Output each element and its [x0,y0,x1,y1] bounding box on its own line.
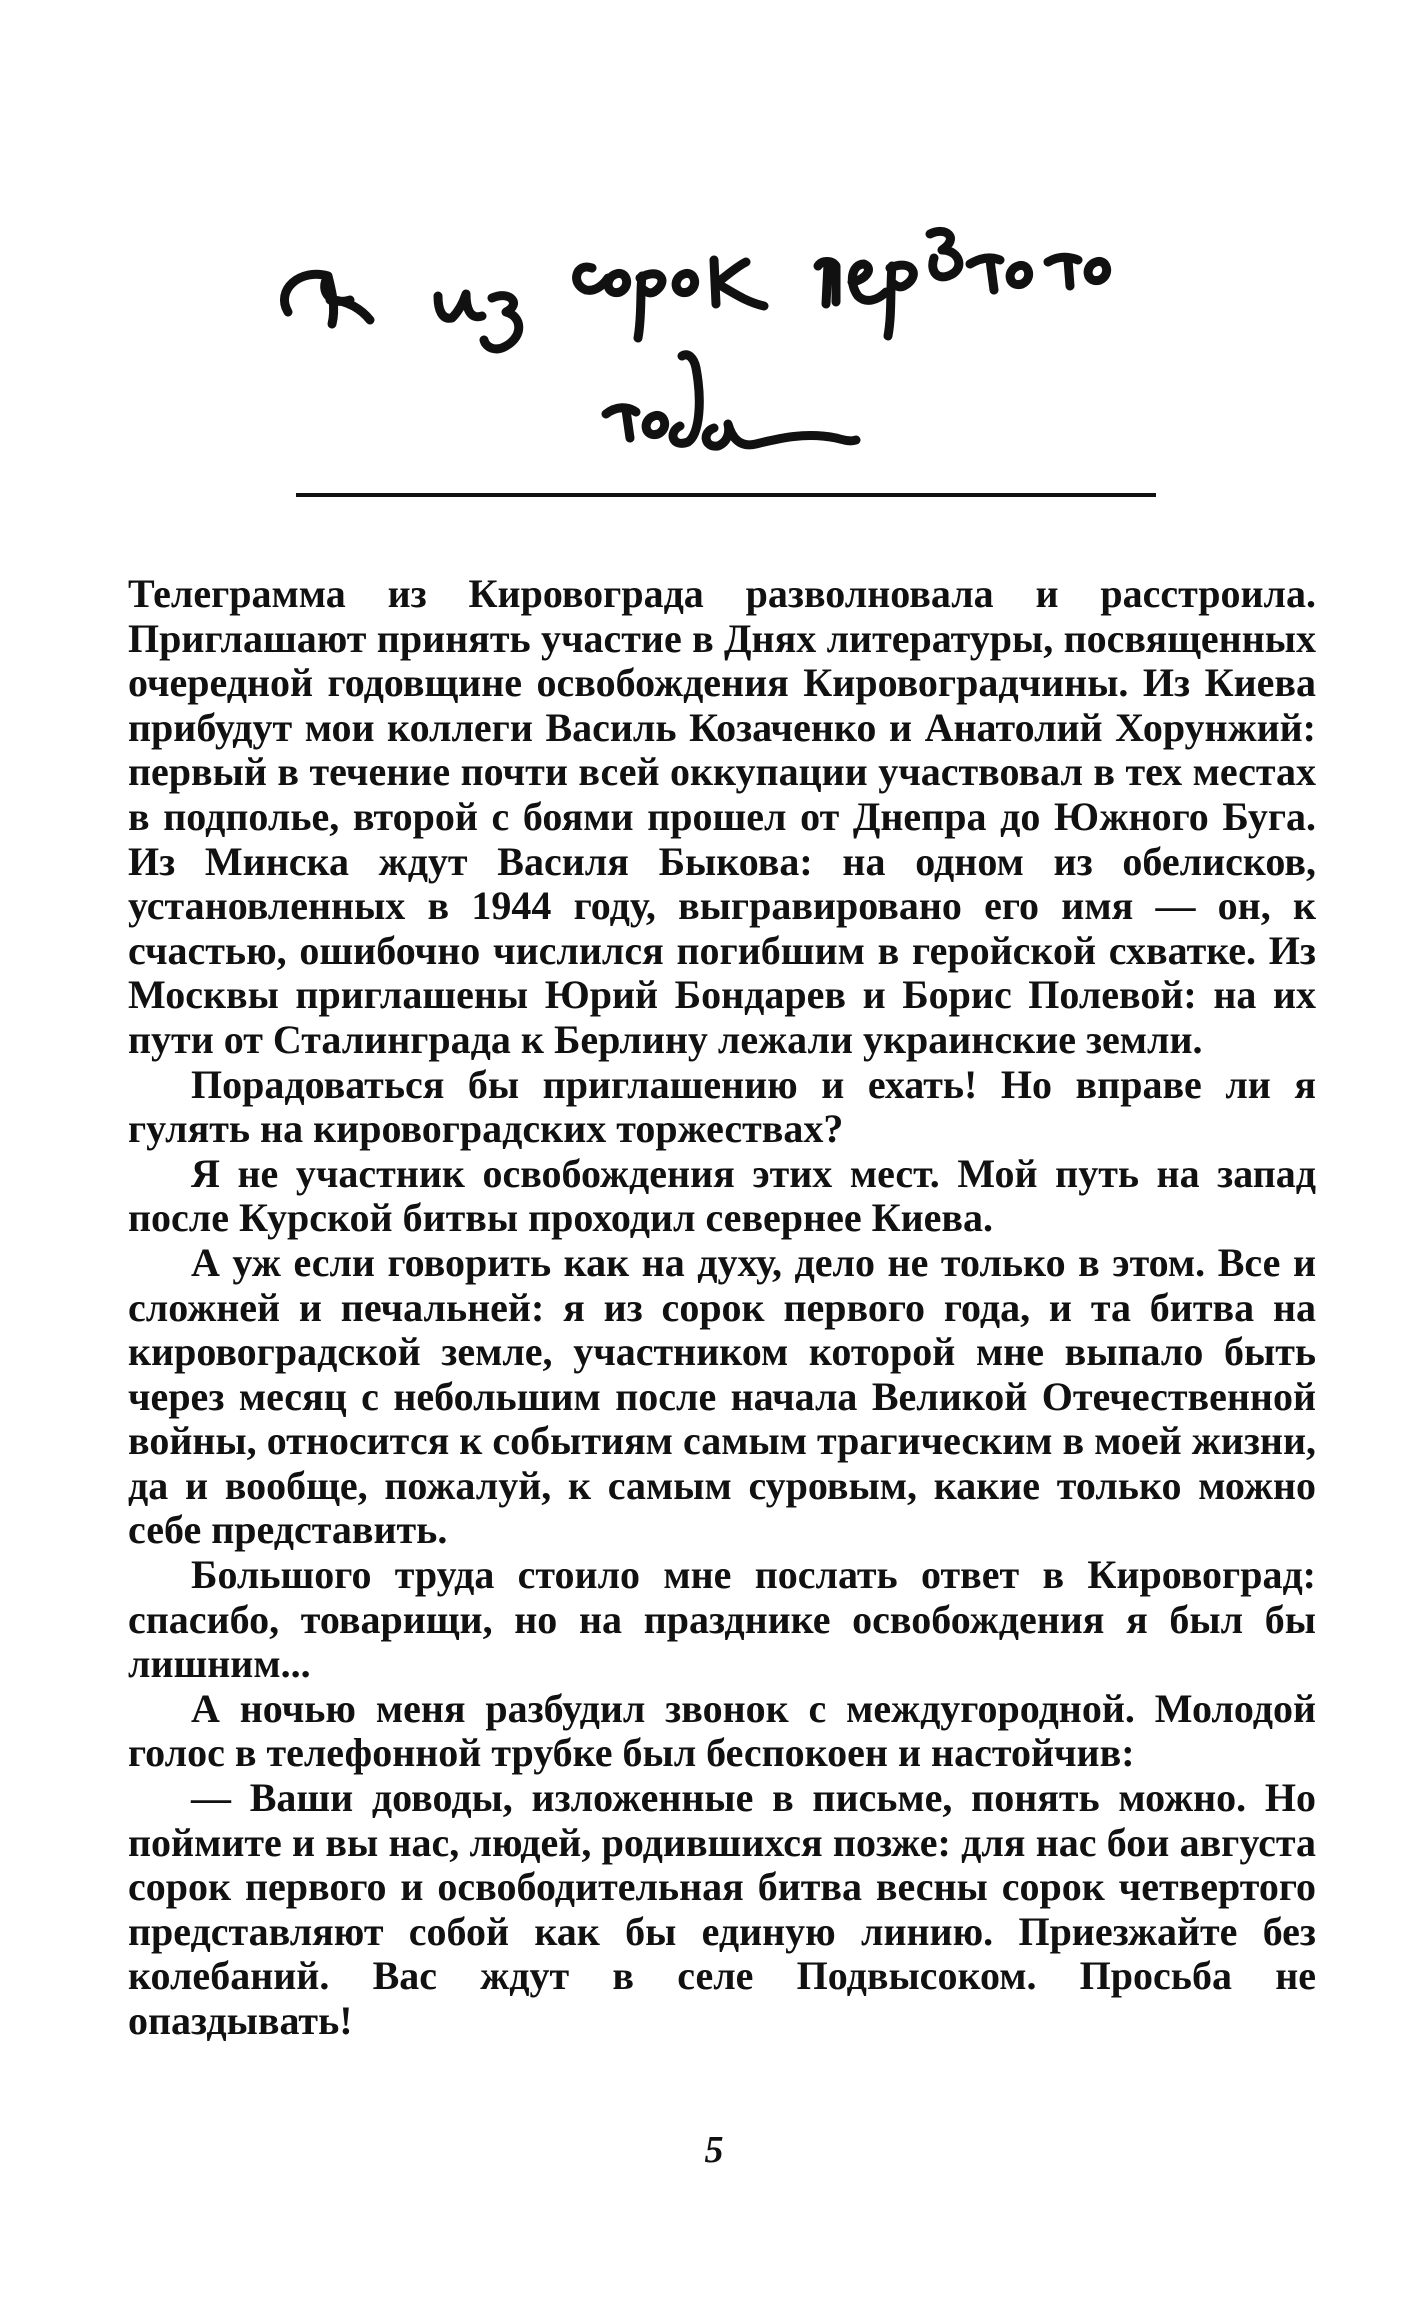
paragraph-3: Я не участник освобождения этих мест. Мой путь на запад после Курской битвы проходил севернее Киева. [128,1150,1316,1241]
page-number: 5 [704,2129,724,2171]
paragraph-6: А ночью меня разбудил звонок с междугородной. Молодой голос в телефонной трубке был беспокоен и настойчив: [128,1685,1316,1776]
paragraph-1: Телеграмма из Кировограда разволновала и расстроила. Приглашают принять участие в Днях литературы, посвященных очередной годовщине освобождения Кировоградчины. Из Киева прибудут мои коллеги Василь Козаченко и Анатолий Хорунжий: первый в течение почти всей оккупации участвовал в тех местах в подполье, второй с боями прошел от Днепра до Южного Буга. Из Минска ждут Василя Быкова: на одном из обелисков, установленных в 1944 году, выгравировано его имя — он, к счастью, ошибочно числился погибшим в геройской схватке. Из Москвы приглашены Юрий Бондарев и Борис Полевой: на их пути от Сталинграда к Берлину лежали украинские земли. [128,571,1316,1062]
body-text [128,572,1316,2044]
title-divider [296,493,1156,497]
paragraph-2: Порадоваться бы приглашению и ехать! Но вправе ли я гулять на кировоградских торжествах? [128,1061,1316,1152]
paragraph-5: Большого труда стоило мне послать ответ в Кировоград: спасибо, товарищи, но на празднике освобождения я был бы лишним... [128,1552,1316,1687]
handwritten-title [270,220,1190,470]
paragraph-4: А уж если говорить как на духу, дело не только в этом. Все и сложней и печальней: я из сорок первого года, и та битва на кировоградской земле, участником которой мне выпало быть через месяц с небольшим после начала Великой Отечественной войны, относится к событиям самым трагическим в моей жизни, да и вообще, пожалуй, к самым суровым, какие только можно себе представить. [128,1239,1316,1553]
paragraph-7: — Ваши доводы, изложенные в письме, понять можно. Но поймите и вы нас, людей, родившихся позже: для нас бои августа сорок первого и освободительная битва весны сорок четвертого представляют собой как бы единую линию. Приезжайте без колебаний. Вас ждут в селе Подвысоком. Просьба не опаздывать! [128,1775,1316,2043]
